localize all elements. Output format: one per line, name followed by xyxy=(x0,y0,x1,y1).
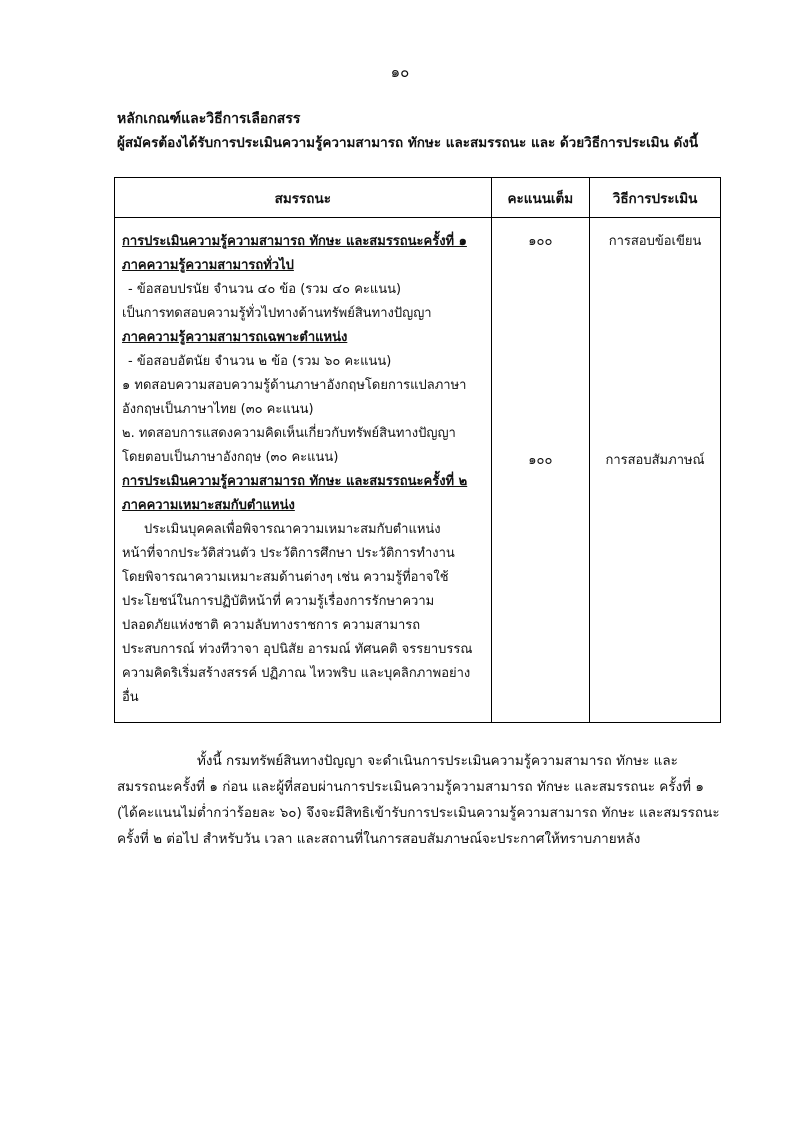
competency-cell xyxy=(115,218,492,723)
section1-score: ๑๐๐ xyxy=(528,234,553,249)
table-header-row xyxy=(115,178,721,218)
section1-title: การประเมินความรู้ความสามารถ ทักษะ และสมรรถนะครั้งที่ ๑ xyxy=(122,234,467,249)
header-full-score: คะแนนเต็ม xyxy=(491,178,590,218)
footer-line: (ได้คะแนนไม่ต่ำกว่าร้อยละ ๖๐) จึงจะมีสิทธิเข้ารับการประเมินความรู้ความสามารถ ทักษะ และสมรรถนะ xyxy=(117,805,720,821)
section2-para-line: อื่น xyxy=(122,690,139,705)
intro-text: ผู้สมัครต้องได้รับการประเมินความรู้ความสามารถ ทักษะ และสมรรถนะ และ ด้วยวิธีการประเมิน ดังนี้ xyxy=(117,135,699,151)
section2-para-line: โดยพิจารณาความเหมาะสมด้านต่างๆ เช่น ความรู้ที่อาจใช้ xyxy=(122,570,449,585)
score-cell xyxy=(491,218,590,723)
footer-line: ครั้งที่ ๒ ต่อไป สำหรับวัน เวลา และสถานที่ในการสอบสัมภาษณ์จะประกาศให้ทราบภายหลัง xyxy=(117,831,641,847)
section1-line: ๒. ทดสอบการแสดงความคิดเห็นเกี่ยวกับทรัพย์สินทางปัญญา xyxy=(122,426,456,441)
section1-subheading-general: ภาคความรู้ความสามารถทั่วไป xyxy=(122,258,294,273)
section1-line: อังกฤษเป็นภาษาไทย (๓๐ คะแนน) xyxy=(122,402,314,417)
section2-para-line: ประเมินบุคคลเพื่อพิจารณาความเหมาะสมกับตำแหน่ง xyxy=(144,522,441,537)
criteria-table xyxy=(114,177,721,723)
section1-line: โดยตอบเป็นภาษาอังกฤษ (๓๐ คะแนน) xyxy=(122,450,339,465)
section2-method: การสอบสัมภาษณ์ xyxy=(605,453,705,468)
section2-subheading: ภาคความเหมาะสมกับตำแหน่ง xyxy=(122,498,295,513)
footer-line: สมรรถนะครั้งที่ ๑ ก่อน และผู้ที่สอบผ่านการประเมินความรู้ความสามารถ ทักษะ และสมรรถนะ ครั้งที่ ๑ xyxy=(117,779,704,795)
section1-subheading-specific: ภาคความรู้ความสามารถเฉพาะตำแหน่ง xyxy=(122,330,348,345)
footer-line: ทั้งนี้ กรมทรัพย์สินทางปัญญา จะดำเนินการประเมินความรู้ความสามารถ ทักษะ และ xyxy=(197,753,678,769)
footer-paragraph xyxy=(117,748,723,852)
section2-para-line: ประสบการณ์ ท่วงทีวาจา อุปนิสัย อารมณ์ ทัศนคติ จรรยาบรรณ xyxy=(122,642,473,657)
section1-line: เป็นการทดสอบความรู้ทั่วไปทางด้านทรัพย์สินทางปัญญา xyxy=(122,306,432,321)
section2-para-line: ปลอดภัยแห่งชาติ ความลับทางราชการ ความสามารถ xyxy=(122,618,421,633)
table-row xyxy=(115,218,721,723)
section2-para-line: หน้าที่จากประวัติส่วนตัว ประวัติการศึกษา ประวัติการทำงาน xyxy=(122,546,455,561)
page-number: ๑๐ xyxy=(390,63,410,81)
section2-title: การประเมินความรู้ความสามารถ ทักษะ และสมรรถนะครั้งที่ ๒ xyxy=(122,474,468,489)
section1-line: ๑ ทดสอบความสอบความรู้ด้านภาษาอังกฤษโดยการแปลภาษา xyxy=(122,378,467,393)
section1-method: การสอบข้อเขียน xyxy=(608,234,702,249)
header-competency: สมรรถนะ xyxy=(115,178,492,218)
section1-line: - ข้อสอบปรนัย จำนวน ๔๐ ข้อ (รวม ๔๐ คะแนน) xyxy=(128,282,402,297)
section2-para-line: ความคิดริเริ่มสร้างสรรค์ ปฏิภาณ ไหวพริบ และบุคลิกภาพอย่าง xyxy=(122,666,471,681)
header-method: วิธีการประเมิน xyxy=(590,178,721,218)
section2-para-line: ประโยชน์ในการปฏิบัติหน้าที่ ความรู้เรื่องการรักษาความ xyxy=(122,594,435,609)
method-cell xyxy=(590,218,721,723)
section2-score: ๑๐๐ xyxy=(528,453,553,468)
section1-line: - ข้อสอบอัตนัย จำนวน ๒ ข้อ (รวม ๖๐ คะแนน) xyxy=(128,354,392,369)
section-heading: หลักเกณฑ์และวิธีการเลือกสรร xyxy=(117,111,301,127)
